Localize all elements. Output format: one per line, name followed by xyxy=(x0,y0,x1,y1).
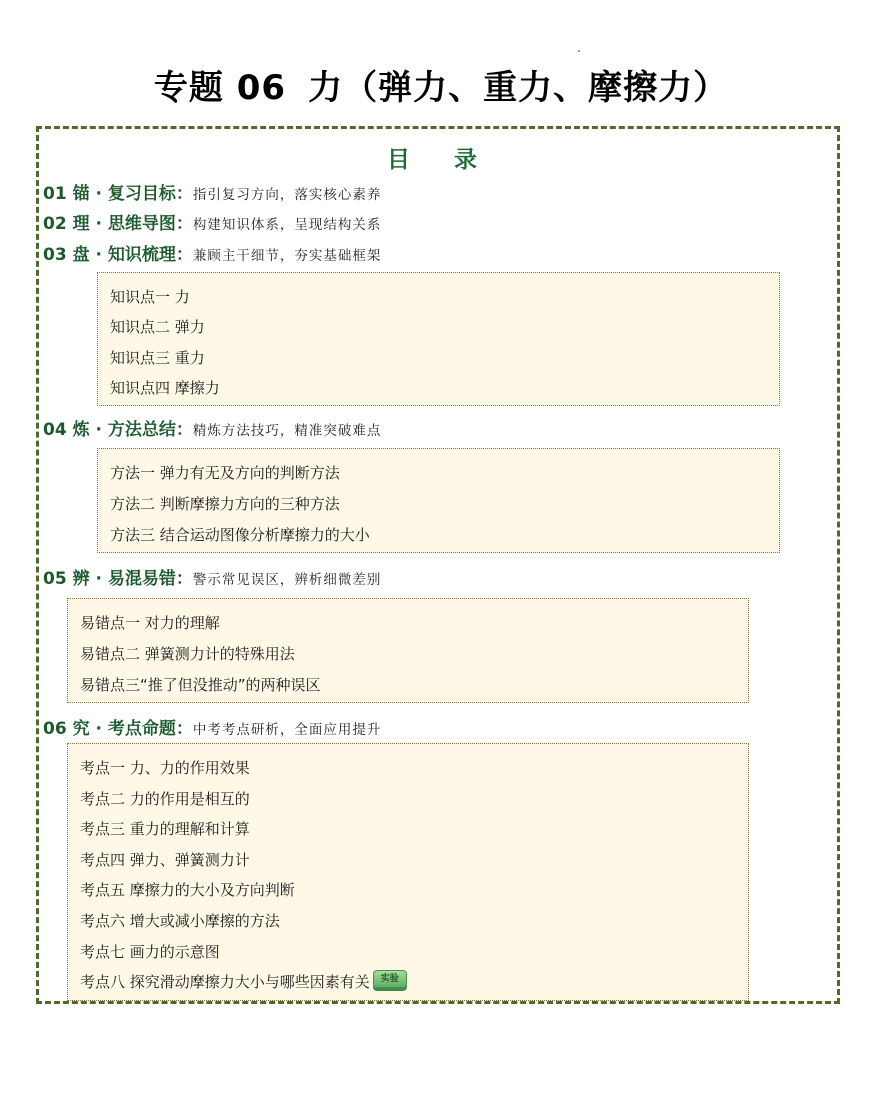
section-heading: 06 究 · 考点命题： xyxy=(43,719,193,739)
section-04[interactable] xyxy=(43,417,381,443)
section-01[interactable] xyxy=(43,181,381,207)
section-06[interactable] xyxy=(43,716,381,742)
list-item[interactable]: 方法一 弹力有无及方向的判断方法 xyxy=(110,464,340,482)
list-item-label: 考点八 探究滑动摩擦力大小与哪些因素有关 xyxy=(80,973,370,991)
list-item[interactable]: 知识点二 弹力 xyxy=(110,318,205,336)
section-description: 兼顾主干细节，夯实基础框架 xyxy=(192,248,382,264)
list-item[interactable]: 考点六 增大或减小摩擦的方法 xyxy=(80,912,280,930)
speck xyxy=(578,50,580,52)
list-item[interactable]: 知识点四 摩擦力 xyxy=(110,379,220,397)
list-item[interactable]: 考点三 重力的理解和计算 xyxy=(80,820,250,838)
section-heading: 04 炼 · 方法总结： xyxy=(43,420,193,440)
list-item[interactable]: 方法二 判断摩擦力方向的三种方法 xyxy=(110,495,340,513)
list-item-with-badge[interactable] xyxy=(80,971,407,993)
section-heading: 01 锚 · 复习目标： xyxy=(43,184,193,204)
section-03[interactable] xyxy=(43,242,381,268)
section-heading: 03 盘 · 知识梳理： xyxy=(43,245,193,265)
experiment-badge: 实验 xyxy=(373,970,407,988)
list-item[interactable]: 知识点一 力 xyxy=(110,288,190,306)
section-description: 构建知识体系，呈现结构关系 xyxy=(192,217,382,233)
section-heading: 05 辨 · 易混易错： xyxy=(43,569,193,589)
section-heading: 02 理 · 思维导图： xyxy=(43,214,193,234)
title-text: 力（弹力、重力、摩擦力） xyxy=(308,68,729,108)
list-item[interactable]: 易错点三“推了但没推动”的两种误区 xyxy=(80,676,321,694)
section-02[interactable] xyxy=(43,211,381,237)
page-title xyxy=(0,60,882,109)
section-description: 精炼方法技巧，精准突破难点 xyxy=(192,423,382,439)
list-item[interactable]: 考点一 力、力的作用效果 xyxy=(80,759,250,777)
section-description: 指引复习方向，落实核心素养 xyxy=(192,187,382,203)
list-item[interactable]: 考点五 摩擦力的大小及方向判断 xyxy=(80,881,295,899)
list-item[interactable]: 考点七 画力的示意图 xyxy=(80,943,220,961)
list-item[interactable]: 知识点三 重力 xyxy=(110,349,205,367)
section-description: 中考考点研析，全面应用提升 xyxy=(192,722,382,738)
list-item[interactable]: 考点四 弹力、弹簧测力计 xyxy=(80,851,250,869)
list-item[interactable]: 方法三 结合运动图像分析摩擦力的大小 xyxy=(110,526,370,544)
list-item[interactable]: 易错点一 对力的理解 xyxy=(80,614,220,632)
section-description: 警示常见误区，辨析细微差别 xyxy=(192,572,382,588)
toc-title: 目 录 xyxy=(386,147,495,173)
section-05[interactable] xyxy=(43,566,381,592)
title-number: 专题 06 xyxy=(153,68,287,108)
list-item[interactable]: 考点二 力的作用是相互的 xyxy=(80,790,250,808)
list-item[interactable]: 易错点二 弹簧测力计的特殊用法 xyxy=(80,645,295,663)
